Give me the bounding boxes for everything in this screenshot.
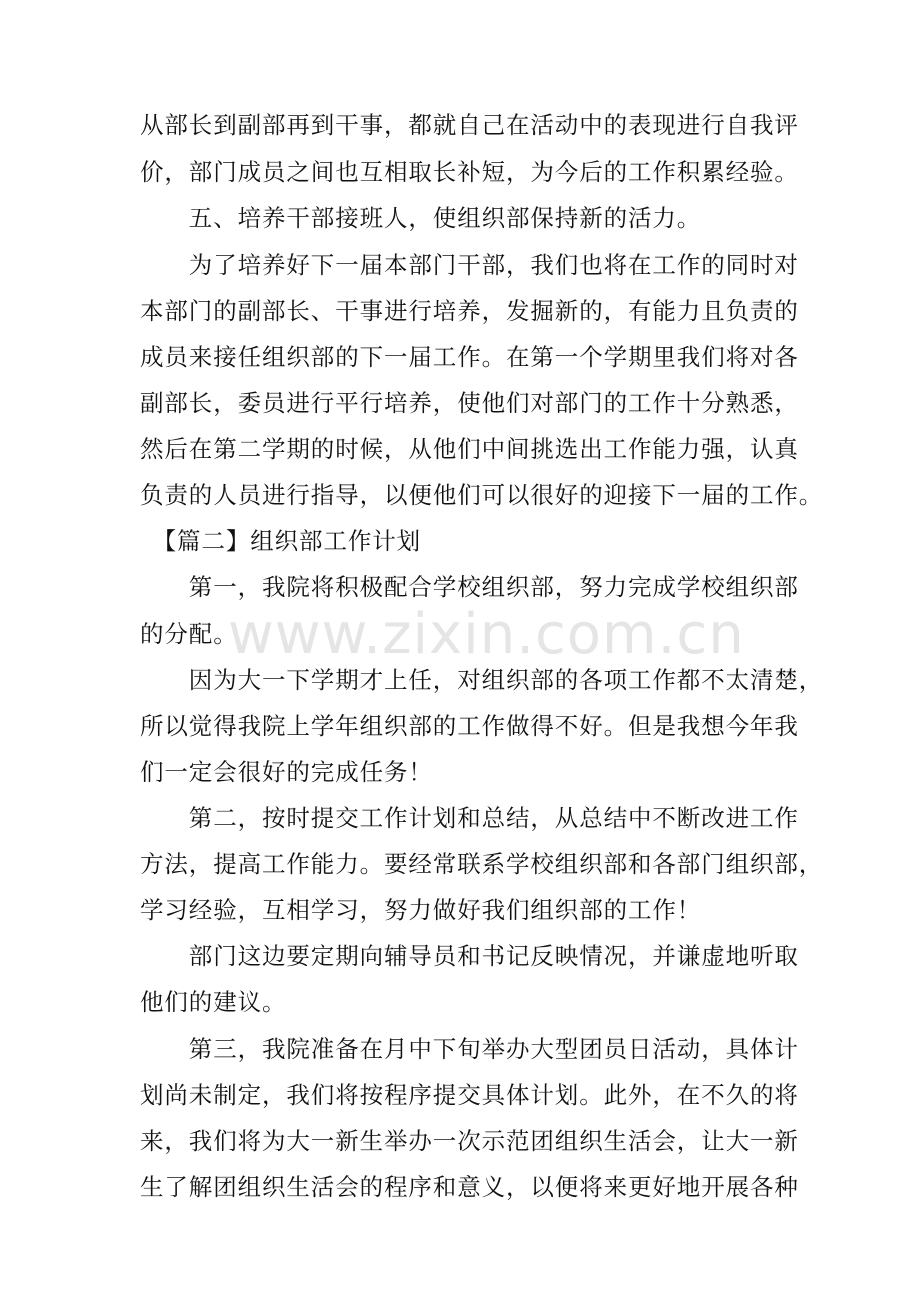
- text-line: 部门这边要定期向辅导员和书记反映情况，并谦虚地听取: [140, 942, 799, 970]
- text-line: 从部长到副部再到干事，都就自己在活动中的表现进行自我评: [140, 111, 799, 139]
- section-heading: 【篇二】组织部工作计划: [140, 527, 422, 555]
- text-line: 然后在第二学期的时候，从他们中间挑选出工作能力强，认真: [140, 435, 799, 463]
- text-line: 们一定会很好的完成任务！: [140, 758, 433, 786]
- text-line: 他们的建议。: [140, 988, 287, 1016]
- section-heading: 五、培养干部接班人，使组织部保持新的活力。: [140, 204, 702, 232]
- text-line: 所以觉得我院上学年组织部的工作做得不好。但是我想今年我: [140, 712, 799, 740]
- text-line: 学习经验，互相学习，努力做好我们组织部的工作！: [140, 896, 702, 924]
- text-line: 划尚未制定，我们将按程序提交具体计划。此外，在不久的将: [140, 1081, 799, 1109]
- text-line: 生了解团组织生活会的程序和意义，以便将来更好地开展各种: [140, 1173, 799, 1201]
- text-line: 来，我们将为大一新生举办一次示范团组织生活会，让大一新: [140, 1127, 799, 1155]
- text-line: 第三，我院准备在月中下旬举办大型团员日活动，具体计: [140, 1035, 799, 1063]
- text-line: 成员来接任组织部的下一届工作。在第一个学期里我们将对各: [140, 343, 799, 371]
- text-line: 负责的人员进行指导，以便他们可以很好的迎接下一届的工作。: [140, 481, 824, 509]
- text-line: 价，部门成员之间也互相取长补短，为今后的工作积累经验。: [140, 158, 799, 186]
- text-line: 因为大一下学期才上任，对组织部的各项工作都不太清楚，: [140, 666, 824, 694]
- watermark: www.zixin.com.cn: [228, 602, 745, 667]
- text-line: 第二，按时提交工作计划和总结，从总结中不断改进工作: [140, 804, 799, 832]
- text-line: 方法，提高工作能力。要经常联系学校组织部和各部门组织部，: [140, 850, 824, 878]
- text-line: 第一，我院将积极配合学校组织部，努力完成学校组织部: [140, 573, 799, 601]
- text-line: 为了培养好下一届本部门干部，我们也将在工作的同时对: [140, 251, 799, 279]
- text-line: 副部长，委员进行平行培养，使他们对部门的工作十分熟悉，: [140, 389, 799, 417]
- text-line: 的分配。: [140, 620, 238, 648]
- text-line: 本部门的副部长、干事进行培养，发掘新的，有能力且负责的: [140, 297, 799, 325]
